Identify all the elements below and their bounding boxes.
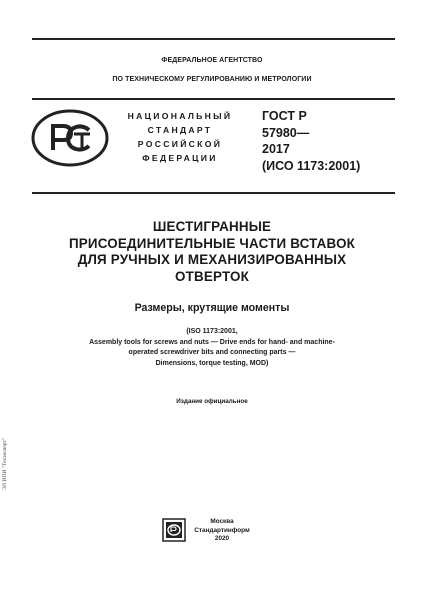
english-line: operated screwdriver bits and connecting parts — [128,349,296,356]
publisher-year: 2020 [214,535,230,543]
national-standard-label [118,109,242,165]
top-rule [32,38,395,40]
national-line: НАЦИОНАЛЬНЫЙ [127,111,233,121]
title-line: ШЕСТИГРАННЫЕ [152,219,272,234]
gost-line: (ИСО 1173:2001) [262,158,361,173]
gost-line: 57980— [262,125,310,140]
gost-line: ГОСТ Р [262,109,307,123]
title-line: ДЛЯ РУЧНЫХ И МЕХАНИЗИРОВАННЫХ [77,252,347,267]
side-watermark-note: ЭЛ ИПИ "Техэксперт" [2,437,8,490]
standartinform-logo-icon [162,518,186,542]
standard-block-rule [32,192,395,194]
edition-label: Издание официальное [176,398,248,405]
gost-designation [262,108,402,174]
english-line: (ISO 1173:2001, [186,328,238,335]
agency-department: ПО ТЕХНИЧЕСКОМУ РЕГУЛИРОВАНИЮ И МЕТРОЛОГИИ [112,76,312,83]
title-line: ОТВЕРТОК [175,268,249,284]
publisher-info [192,518,252,544]
publisher-name: Стандартинформ [194,526,250,534]
national-line: СТАНДАРТ [147,125,213,135]
rst-gost-seal-icon [30,108,110,168]
national-line: ФЕДЕРАЦИИ [142,153,218,163]
agency-name: ФЕДЕРАЛЬНОЕ АГЕНТСТВО [161,57,263,64]
document-subtitle: Размеры, крутящие моменты [134,302,290,314]
document-title [20,219,404,285]
title-line: ПРИСОЕДИНИТЕЛЬНЫЕ ЧАСТИ ВСТАВОК [68,235,356,251]
english-reference [0,327,424,369]
english-line: Assembly tools for screws and nuts — Drive ends for hand- and machine- [89,338,335,346]
english-line: Dimensions, torque testing, MOD) [155,359,269,367]
national-line: РОССИЙСКОЙ [137,139,223,149]
header-rule [32,98,395,100]
publisher-city: Москва [210,518,234,525]
gost-line: 2017 [262,142,290,156]
